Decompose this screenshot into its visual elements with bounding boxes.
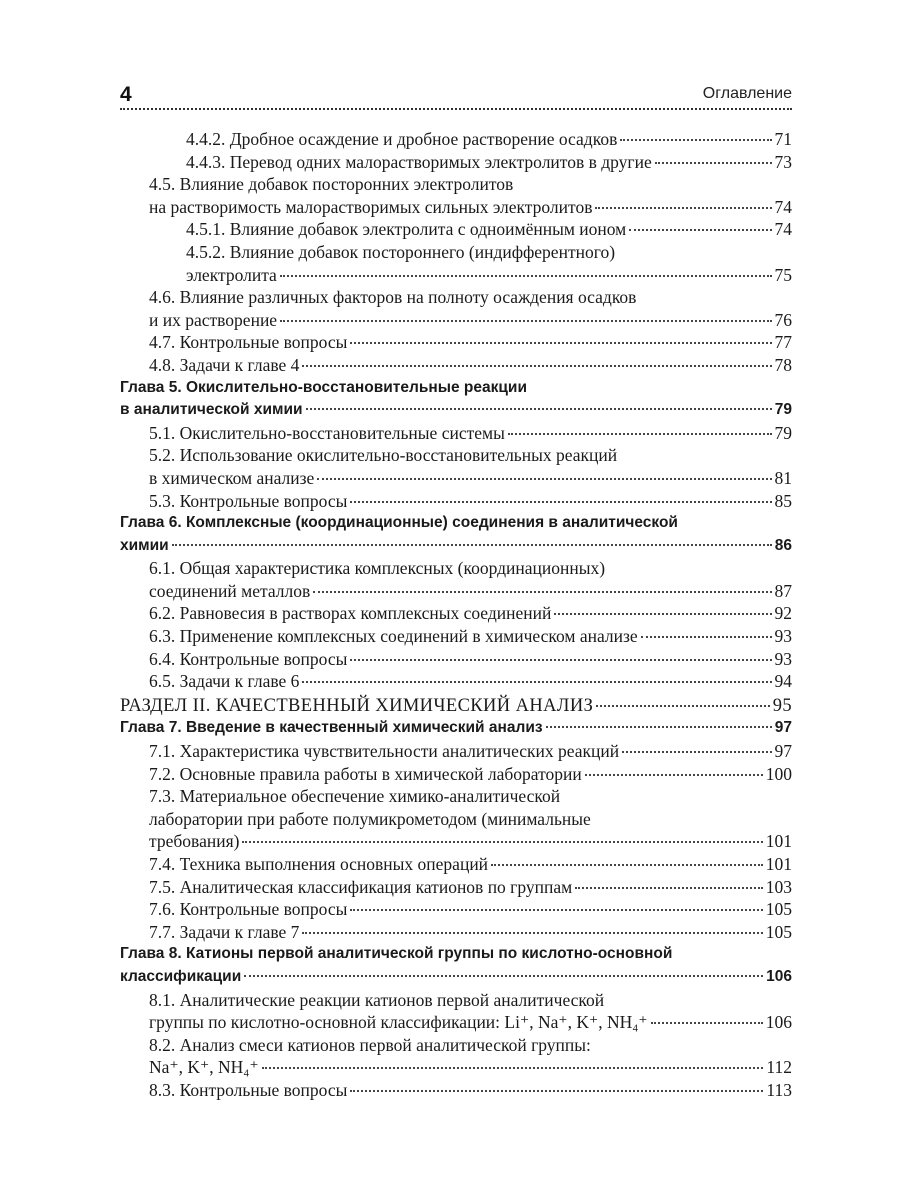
dot-leader xyxy=(302,365,771,367)
toc-entry-title: РАЗДЕЛ II. КАЧЕСТВЕННЫЙ ХИМИЧЕСКИЙ АНАЛИЗ xyxy=(120,695,594,716)
toc-page-number: 71 xyxy=(774,129,792,149)
toc-entry-title: на растворимость малорастворимых сильных электролитов xyxy=(149,196,593,217)
toc-entry[interactable] xyxy=(120,898,792,921)
toc-entry-line xyxy=(186,218,792,241)
toc-entry-title: в аналитической химии xyxy=(120,401,303,419)
toc-entry-line xyxy=(149,648,792,671)
toc-entry-line xyxy=(149,898,792,921)
toc-entry-title: 4.4.3. Перевод одних малорастворимых электролитов в другие xyxy=(186,151,652,172)
toc-entry-title: группы по кислотно-основной классификации: Li⁺, Na⁺, K⁺, NH₄⁺ xyxy=(149,1012,648,1033)
toc-page-number: 87 xyxy=(774,580,792,601)
toc-page-number: 75 xyxy=(774,264,792,285)
toc-entry-title: 4.5.2. Влияние добавок постороннего (индифферентного) xyxy=(186,241,616,262)
toc-entry-line xyxy=(186,151,792,174)
toc-entry[interactable] xyxy=(120,128,792,151)
toc-chapter-heading[interactable] xyxy=(120,717,792,740)
toc-entry-title: соединений металлов xyxy=(149,580,311,601)
toc-entry-title: Глава 6. Комплексные (координационные) соединения в аналитической xyxy=(120,514,678,532)
dot-leader xyxy=(172,544,772,546)
toc-entry-line xyxy=(149,467,792,490)
toc-entry-line xyxy=(149,989,792,1012)
toc-entry-title: 7.6. Контрольные вопросы xyxy=(149,899,348,920)
toc-entry[interactable] xyxy=(120,151,792,174)
toc-entry-line xyxy=(149,921,792,944)
dot-leader xyxy=(313,591,771,593)
toc-entry-line xyxy=(149,1079,792,1102)
toc-entry-title: Глава 8. Катионы первой аналитической группы по кислотно-основной xyxy=(120,945,673,963)
toc-entry-line xyxy=(149,286,792,309)
toc-entry-title: 8.3. Контрольные вопросы xyxy=(149,1079,348,1100)
toc-chapter-heading[interactable] xyxy=(120,943,792,988)
toc-entry-title: 6.4. Контрольные вопросы xyxy=(149,648,348,669)
toc-entry-line xyxy=(149,309,792,332)
toc-entry[interactable] xyxy=(120,490,792,513)
toc-entry-title: 7.2. Основные правила работы в химической лаборатории xyxy=(149,763,582,784)
toc-entry-title: требования) xyxy=(149,831,240,852)
toc-part-heading[interactable] xyxy=(120,695,792,718)
toc-entry-line xyxy=(149,1034,792,1057)
toc-page-number: 74 xyxy=(774,196,792,217)
page-number: 4 xyxy=(120,83,132,106)
toc-chapter-heading[interactable] xyxy=(120,512,792,557)
toc-entry-line xyxy=(120,695,792,718)
toc-entry-line xyxy=(120,943,792,966)
toc-page-number: 97 xyxy=(774,719,792,737)
toc-entry-title: 5.1. Окислительно-восстановительные системы xyxy=(149,422,505,443)
toc-entry-title: 4.6. Влияние различных факторов на полноту осаждения осадков xyxy=(149,287,637,308)
dot-leader xyxy=(655,162,772,164)
dot-leader xyxy=(280,320,771,322)
toc-page-number: 86 xyxy=(774,536,792,554)
dot-leader xyxy=(622,751,771,753)
toc-entry-line xyxy=(149,173,792,196)
toc-entry[interactable] xyxy=(120,218,792,241)
toc-page-number: 73 xyxy=(774,151,792,172)
dot-leader xyxy=(302,932,762,934)
toc-entry-line xyxy=(149,670,792,693)
toc-entry[interactable] xyxy=(120,670,792,693)
toc-entry-line xyxy=(149,444,792,467)
toc-entry[interactable] xyxy=(120,602,792,625)
toc-entry-title: 7.1. Характеристика чувствительности аналитических реакций xyxy=(149,741,620,762)
dot-leader xyxy=(620,139,771,141)
dot-leader xyxy=(350,1090,763,1092)
dot-leader xyxy=(585,774,763,776)
toc-entry-title: 6.3. Применение комплексных соединений в химическом анализе xyxy=(149,626,638,647)
toc-page-number: 101 xyxy=(765,831,792,852)
toc-entry[interactable] xyxy=(120,740,792,763)
toc-entry[interactable] xyxy=(120,1034,792,1079)
toc-entry-line xyxy=(120,512,792,535)
toc-entry-line xyxy=(186,128,792,151)
toc-page-number: 85 xyxy=(774,490,792,511)
toc-page-number: 101 xyxy=(765,854,792,874)
toc-entry[interactable] xyxy=(120,625,792,648)
toc-entry-title: 5.3. Контрольные вопросы xyxy=(149,490,348,511)
toc-entry-line xyxy=(149,763,792,786)
toc-entry-line xyxy=(149,422,792,445)
toc-entry-line xyxy=(186,264,792,287)
toc-entry-line xyxy=(149,1011,792,1034)
toc-page-number: 79 xyxy=(774,401,792,419)
toc-entry-title: 8.2. Анализ смеси катионов первой аналитической группы: xyxy=(149,1034,591,1055)
toc-entry-title: 6.1. Общая характеристика комплексных (координационных) xyxy=(149,558,606,579)
toc-entry[interactable] xyxy=(120,785,792,853)
toc-entry-title: электролита xyxy=(186,264,277,285)
toc-entry-line xyxy=(149,808,792,831)
toc-entry-title: и их растворение xyxy=(149,309,278,330)
toc-entry-title: лаборатории при работе полумикрометодом (минимальные xyxy=(149,808,591,829)
table-of-contents xyxy=(120,128,792,1102)
toc-entry-title: 4.7. Контрольные вопросы xyxy=(149,332,348,353)
header-dotted-rule xyxy=(120,108,792,110)
dot-leader xyxy=(595,207,771,209)
toc-entry-line xyxy=(149,354,792,377)
running-header xyxy=(120,80,792,110)
toc-page-number: 97 xyxy=(774,741,792,762)
toc-entry-line xyxy=(120,399,792,422)
toc-entry-line xyxy=(149,580,792,603)
dot-leader xyxy=(508,433,772,435)
dot-leader xyxy=(596,705,769,707)
dot-leader xyxy=(280,275,772,277)
dot-leader xyxy=(244,975,763,977)
toc-entry-line xyxy=(186,241,792,264)
toc-page-number: 106 xyxy=(766,967,792,985)
toc-page-number: 79 xyxy=(774,422,792,443)
toc-chapter-heading[interactable] xyxy=(120,377,792,422)
toc-page-number: 106 xyxy=(765,1012,792,1033)
toc-entry-line xyxy=(149,876,792,899)
dot-leader xyxy=(350,659,771,661)
toc-entry-line xyxy=(149,853,792,876)
toc-entry[interactable] xyxy=(120,763,792,786)
toc-entry-title: Глава 5. Окислительно-восстановительные реакции xyxy=(120,378,527,396)
toc-entry-line xyxy=(149,740,792,763)
toc-page-number: 95 xyxy=(772,695,792,716)
toc-page-number: 105 xyxy=(765,899,792,920)
toc-entry-line xyxy=(120,377,792,400)
toc-entry-line xyxy=(149,602,792,625)
toc-entry[interactable] xyxy=(120,331,792,354)
toc-entry[interactable] xyxy=(120,422,792,445)
toc-entry-title: 4.8. Задачи к главе 4 xyxy=(149,354,300,375)
dot-leader xyxy=(350,501,771,503)
toc-entry-title: 7.4. Техника выполнения основных операций xyxy=(149,854,489,874)
toc-entry[interactable] xyxy=(120,989,792,1034)
toc-entry[interactable] xyxy=(120,286,792,331)
toc-page-number: 93 xyxy=(774,648,792,669)
toc-page-number: 81 xyxy=(774,467,792,488)
dot-leader xyxy=(629,229,771,231)
toc-page-number: 105 xyxy=(765,921,792,942)
toc-entry-line xyxy=(149,490,792,513)
dot-leader xyxy=(641,636,772,638)
dot-leader xyxy=(242,841,762,843)
dot-leader xyxy=(262,1067,764,1069)
toc-entry-title: 4.5. Влияние добавок посторонних электролитов xyxy=(149,174,514,195)
dot-leader xyxy=(317,478,771,480)
toc-entry-title: Глава 7. Введение в качественный химический анализ xyxy=(120,719,543,737)
toc-entry-title: 7.3. Материальное обеспечение химико-аналитической xyxy=(149,786,561,807)
dot-leader xyxy=(302,681,771,683)
toc-page-number: 92 xyxy=(774,603,792,624)
toc-page-number: 77 xyxy=(774,332,792,353)
dot-leader xyxy=(350,909,762,911)
toc-page-number: 78 xyxy=(774,354,792,375)
toc-entry[interactable] xyxy=(120,444,792,489)
toc-entry-line xyxy=(149,785,792,808)
toc-entry-line xyxy=(149,557,792,580)
toc-entry-title: классификации xyxy=(120,967,242,985)
toc-page-number: 113 xyxy=(766,1079,792,1100)
toc-entry-line xyxy=(120,717,792,740)
toc-page-number: 93 xyxy=(774,626,792,647)
dot-leader xyxy=(491,864,763,866)
toc-entry-title: химии xyxy=(120,536,169,554)
toc-entry[interactable] xyxy=(120,648,792,671)
toc-entry-title: 5.2. Использование окислительно-восстановительных реакций xyxy=(149,445,618,466)
dot-leader xyxy=(575,887,763,889)
toc-entry-title: 6.2. Равновесия в растворах комплексных соединений xyxy=(149,603,552,624)
dot-leader xyxy=(651,1022,763,1024)
dot-leader xyxy=(350,342,771,344)
toc-entry-title: в химическом анализе xyxy=(149,467,315,488)
toc-entry-title: 8.1. Аналитические реакции катионов первой аналитической xyxy=(149,989,605,1010)
toc-entry[interactable] xyxy=(120,557,792,602)
toc-entry-line xyxy=(149,1056,792,1079)
toc-entry-line xyxy=(120,535,792,558)
toc-entry[interactable] xyxy=(120,354,792,377)
dot-leader xyxy=(554,613,771,615)
toc-entry-line xyxy=(149,625,792,648)
toc-page-number: 94 xyxy=(774,671,792,692)
toc-entry[interactable] xyxy=(120,173,792,218)
toc-entry-line xyxy=(149,331,792,354)
section-title: Оглавление xyxy=(702,85,792,102)
toc-entry-title: 7.5. Аналитическая классификация катионов по группам xyxy=(149,876,573,897)
toc-entry[interactable] xyxy=(120,876,792,899)
dot-leader xyxy=(306,408,772,410)
toc-entry-line xyxy=(149,196,792,219)
toc-entry-title: 6.5. Задачи к главе 6 xyxy=(149,671,300,692)
toc-entry-title: 4.4.2. Дробное осаждение и дробное растворение осадков xyxy=(186,129,618,149)
toc-entry[interactable] xyxy=(120,921,792,944)
toc-page-number: 76 xyxy=(774,309,792,330)
toc-page-number: 100 xyxy=(765,763,792,784)
toc-entry[interactable] xyxy=(120,853,792,876)
toc-page-number: 74 xyxy=(774,219,792,240)
toc-entry-line xyxy=(149,830,792,853)
toc-entry-line xyxy=(120,966,792,989)
toc-entry-title: 4.5.1. Влияние добавок электролита с одноимённым ионом xyxy=(186,219,627,240)
toc-entry[interactable] xyxy=(120,1079,792,1102)
toc-entry-title: 7.7. Задачи к главе 7 xyxy=(149,921,300,942)
toc-entry[interactable] xyxy=(120,241,792,286)
toc-page-number: 103 xyxy=(765,876,792,897)
toc-page-number: 112 xyxy=(766,1057,792,1078)
dot-leader xyxy=(546,726,772,728)
toc-entry-title: Na⁺, K⁺, NH₄⁺ xyxy=(149,1057,259,1078)
